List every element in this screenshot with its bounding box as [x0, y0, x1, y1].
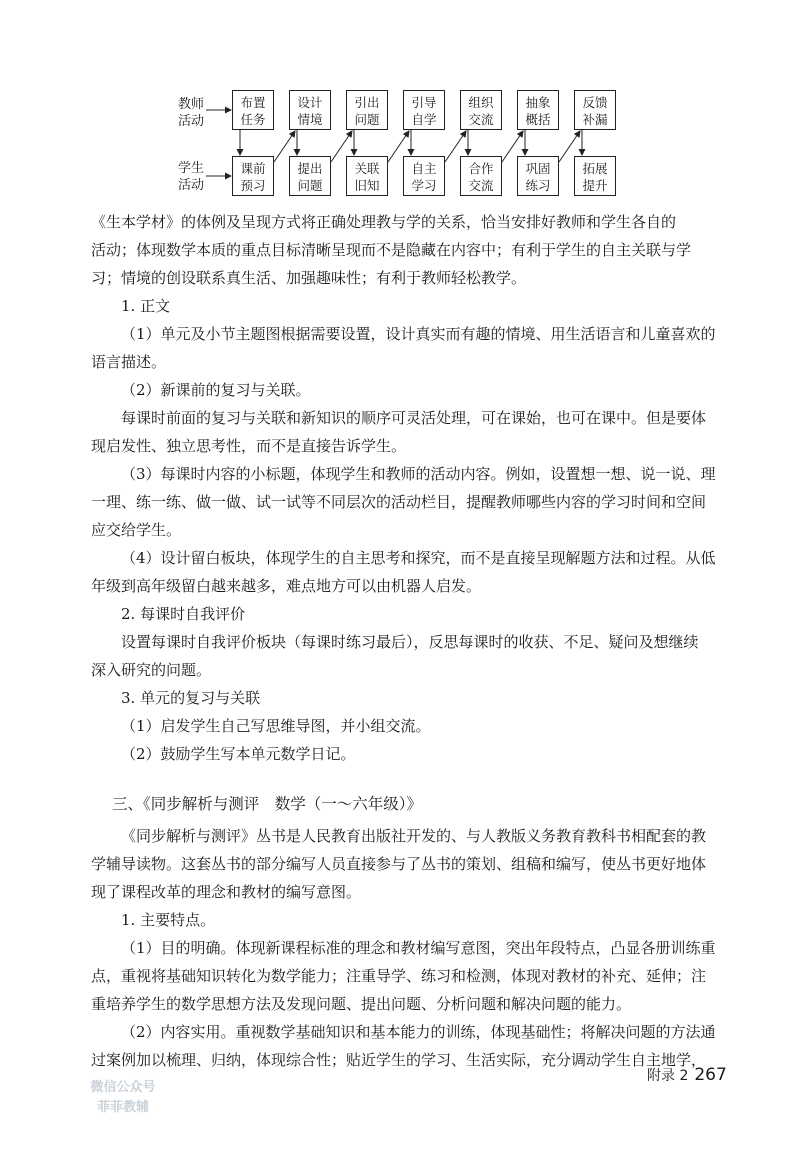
teacher-activity-box: 组织 交流 [460, 90, 502, 130]
watermark-line: 微信公众号 [90, 1080, 156, 1095]
paragraph-line: （2）鼓励学生写本单元数学日记。 [121, 745, 356, 763]
section-heading: 1. 主要特点。 [121, 911, 216, 929]
paragraph-line: 重培养学生的数学思想方法及发现问题、提出问题、分析问题和解决问题的能力。 [91, 995, 632, 1013]
teacher-activity-box: 反馈 补漏 [574, 90, 616, 130]
paragraph-line: 《同步解析与测评》丛书是人民教育出版社开发的、与人教版义务教育教科书相配套的教 [121, 827, 707, 845]
paragraph-line: （1）启发学生自己写思维导图，并小组交流。 [121, 717, 431, 735]
student-activity-box: 巩固 练习 [517, 156, 559, 196]
page-footer [647, 1065, 727, 1085]
teacher-activity-box: 布置 任务 [232, 90, 274, 130]
paragraph-line: 应交给学生。 [91, 521, 182, 539]
paragraph-line: 《生本学材》的体例及呈现方式将正确处理教与学的关系，恰当安排好教师和学生各自的 [91, 213, 677, 231]
section-heading: 2. 每课时自我评价 [121, 605, 246, 623]
wechat-watermark [68, 1078, 178, 1118]
student-activity-label: 学生 活动 [178, 161, 205, 193]
paragraph-line: 深入研究的问题。 [91, 661, 212, 679]
teacher-activity-box: 设计 情境 [289, 90, 331, 130]
paragraph-line: 活动；体现数学本质的重点目标清晰呈现而不是隐藏在内容中；有利于学生的自主关联与学 [91, 241, 692, 259]
page-number: 267 [694, 1065, 727, 1085]
paragraph-line: （1）目的明确。体现新课程标准的理念和教材编写意图，突出年段特点，凸显各册训练重 [121, 939, 716, 957]
paragraph-line: 每课时前面的复习与关联和新知识的顺序可灵活处理，可在课始，也可在课中。但是要体 [121, 409, 707, 427]
appendix-label: 附录 2 [647, 1068, 689, 1084]
chapter-heading: 三、《同步解析与测评 数学（一～六年级）》 [112, 795, 423, 813]
paragraph-line: 设置每课时自我评价板块（每课时练习最后），反思每课时的收获、不足、疑问及想继续 [121, 633, 699, 651]
paragraph-line: 现启发性、独立思考性，而不是直接告诉学生。 [91, 437, 407, 455]
paragraph-line: 一理、练一练、做一做、试一试等不同层次的活动栏目，提醒教师哪些内容的学习时间和空间 [91, 493, 707, 511]
paragraph-line: （2）新课前的复习与关联。 [121, 381, 311, 399]
paragraph-line: 习；情境的创设联系真生活、加强趣味性；有利于教师轻松教学。 [91, 269, 527, 287]
student-activity-box: 拓展 提升 [574, 156, 616, 196]
paragraph-line: （2）内容实用。重视数学基础知识和基本能力的训练，体现基础性；将解决问题的方法通 [121, 1023, 716, 1041]
student-activity-box: 关联 旧知 [346, 156, 388, 196]
watermark-line: 菲菲教辅 [96, 1100, 149, 1115]
activity-flow-diagram [176, 88, 616, 200]
teacher-activity-box: 引导 自学 [403, 90, 445, 130]
paragraph-line: 现了课程改革的理念和教材的编写意图。 [91, 883, 362, 901]
student-activity-box: 提出 问题 [289, 156, 331, 196]
section-heading: 1. 正文 [121, 297, 171, 315]
paragraph-line: 年级到高年级留白越来越多，难点地方可以由机器人启发。 [91, 577, 482, 595]
student-activity-box: 课前 预习 [232, 156, 274, 196]
paragraph-line: 点，重视将基础知识转化为数学能力；注重导学、练习和检测，体现对教材的补充、延伸；注 [91, 967, 707, 985]
paragraph-line: （1）单元及小节主题图根据需要设置，设计真实而有趣的情境、用生活语言和儿童喜欢的 [121, 325, 716, 343]
paragraph-line: 学辅导读物。这套丛书的部分编写人员直接参与了丛书的策划、组稿和编写，使丛书更好地体 [91, 855, 707, 873]
teacher-activity-box: 抽象 概括 [517, 90, 559, 130]
student-activity-box: 合作 交流 [460, 156, 502, 196]
paragraph-line: 语言描述。 [91, 353, 167, 371]
paragraph-line: （3）每课时内容的小标题，体现学生和教师的活动内容。例如，设置想一想、说一说、理 [121, 465, 716, 483]
student-activity-box: 自主 学习 [403, 156, 445, 196]
teacher-activity-box: 引出 问题 [346, 90, 388, 130]
paragraph-line: 过案例加以梳理、归纳，体现综合性；贴近学生的学习、生活实际，充分调动学生自主地学， [91, 1051, 707, 1069]
teacher-activity-label: 教师 活动 [178, 97, 205, 129]
section-heading: 3. 单元的复习与关联 [121, 689, 261, 707]
paragraph-line: （4）设计留白板块，体现学生的自主思考和探究，而不是直接呈现解题方法和过程。从低 [121, 549, 716, 567]
